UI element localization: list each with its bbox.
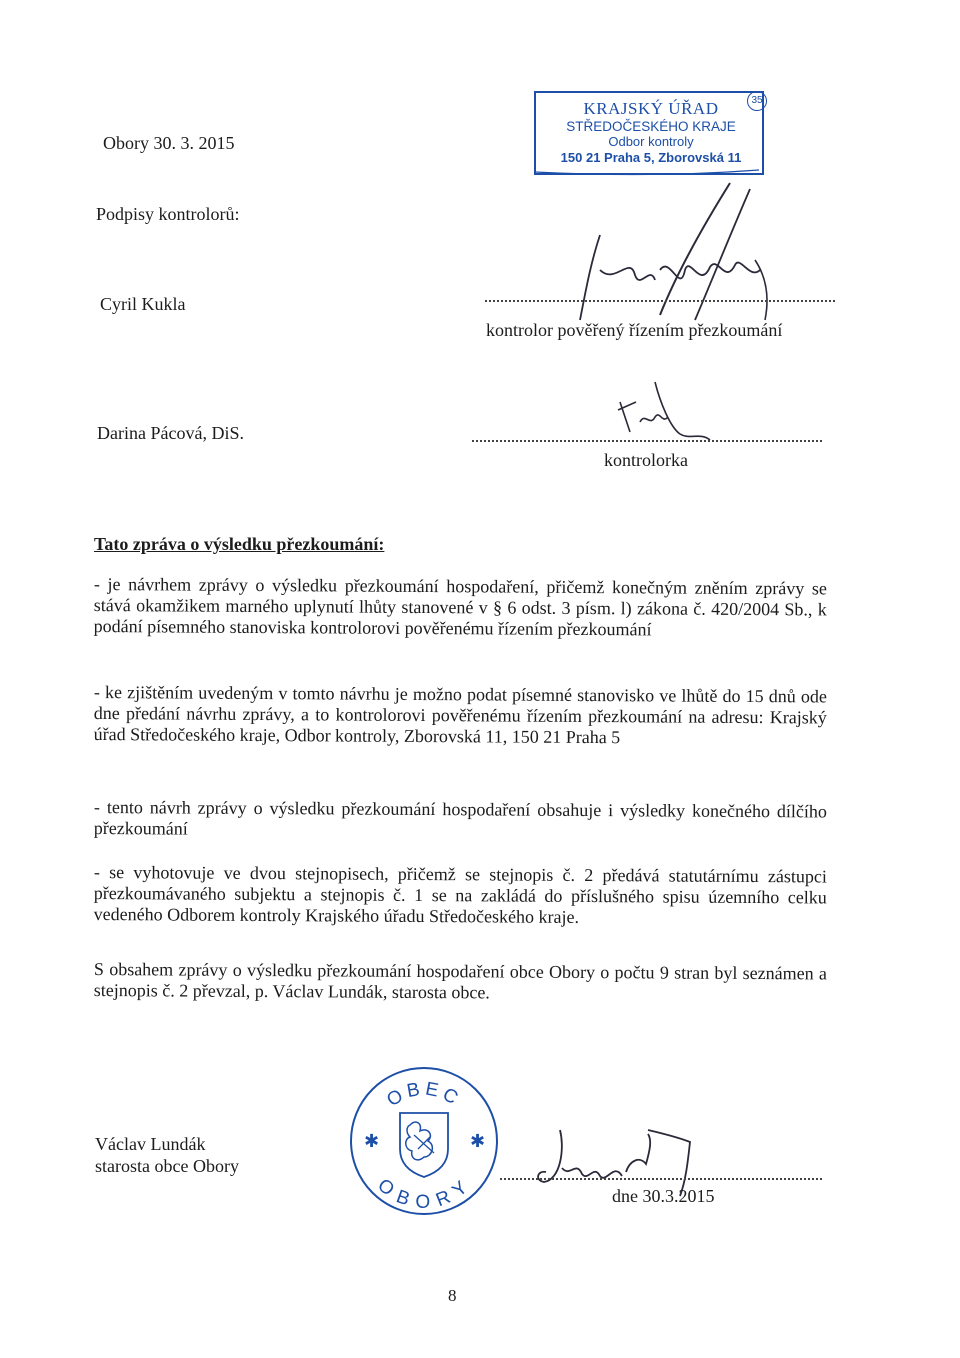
signer-role: kontrolorka <box>604 450 688 470</box>
stamp-department: Odbor kontroly <box>608 134 694 149</box>
seal-bottom-text: OBORY <box>373 1174 475 1213</box>
report-item: - tento návrh zprávy o výsledku přezkoumání hospodaření obsahuje i výsledky konečného dílčího přezkoumání <box>93 797 827 839</box>
report-heading: Tato zpráva o výsledku přezkoumání: <box>94 534 385 554</box>
report-item: - ke zjištěním uvedeným v tomto návrhu je možno podat písemné stanovisko ve lhůtě do 15 dnů ode dne předání návrhu zprávy, a to kontrolorovi pověřenému řízením přezkoumání na adresu: Krajský úřad Středočeského kraje, Odbor kontroly, Zborovská 11, 150 21 Praha 5 <box>93 682 827 748</box>
mayor-name: Václav Lundák <box>95 1134 206 1154</box>
seal-top-text: OBEC <box>383 1078 465 1112</box>
stamp-region: STŘEDOČESKÉHO KRAJE <box>566 119 736 134</box>
page-number: 8 <box>448 1286 457 1305</box>
signature-date: dne 30.3.2015 <box>612 1186 715 1206</box>
stamp-number-badge: 35 <box>747 91 767 111</box>
signer-role: kontrolor pověřený řízením přezkoumání <box>486 320 783 340</box>
signature-line <box>500 1178 822 1180</box>
seal-star-icon: ✱ <box>470 1131 486 1152</box>
stamp-address: 150 21 Praha 5, Zborovská 11 <box>560 150 742 165</box>
stamp-office-name: KRAJSKÝ ÚŘAD <box>583 99 719 118</box>
signature-kukla <box>560 175 800 325</box>
mayor-title: starosta obce Obory <box>95 1156 239 1176</box>
signatures-label: Podpisy kontrolorů: <box>96 204 240 224</box>
coat-of-arms-icon <box>400 1113 448 1177</box>
signature-line <box>485 300 835 302</box>
closing-statement: S obsahem zprávy o výsledku přezkoumání hospodaření obce Obory o počtu 9 stran byl seznámen a stejnopis č. 2 převzal, p. Václav Lundák, starosta obce. <box>93 959 827 1003</box>
signer-name: Cyril Kukla <box>100 294 186 314</box>
report-item: - se vyhotovuje ve dvou stejnopisech, přičemž se stejnopis č. 2 předává statutárnímu zástupci přezkoumávaného subjektu a stejnopis č. 1 se na zakládá do příslušného spisu územního celku vedeného Odborem kontroly Krajského úřadu Středočeského kraje. <box>93 862 827 927</box>
office-stamp <box>531 88 771 180</box>
place-date: Obory 30. 3. 2015 <box>103 133 235 153</box>
report-item: - je návrhem zprávy o výsledku přezkoumání hospodaření, přičemž konečným zněním zprávy se stává okamžikem marného uplynutí lhůty stanovené v § 6 odst. 3 písm. l) zákona č. 420/2004 Sb., k podání písemného stanoviska kontrolorovi pověřenému řízením přezkoumání <box>93 574 827 640</box>
municipal-seal <box>348 1065 500 1217</box>
seal-star-icon: ✱ <box>364 1131 380 1152</box>
signer-name: Darina Pácová, DiS. <box>97 423 244 443</box>
signature-line <box>472 440 822 442</box>
